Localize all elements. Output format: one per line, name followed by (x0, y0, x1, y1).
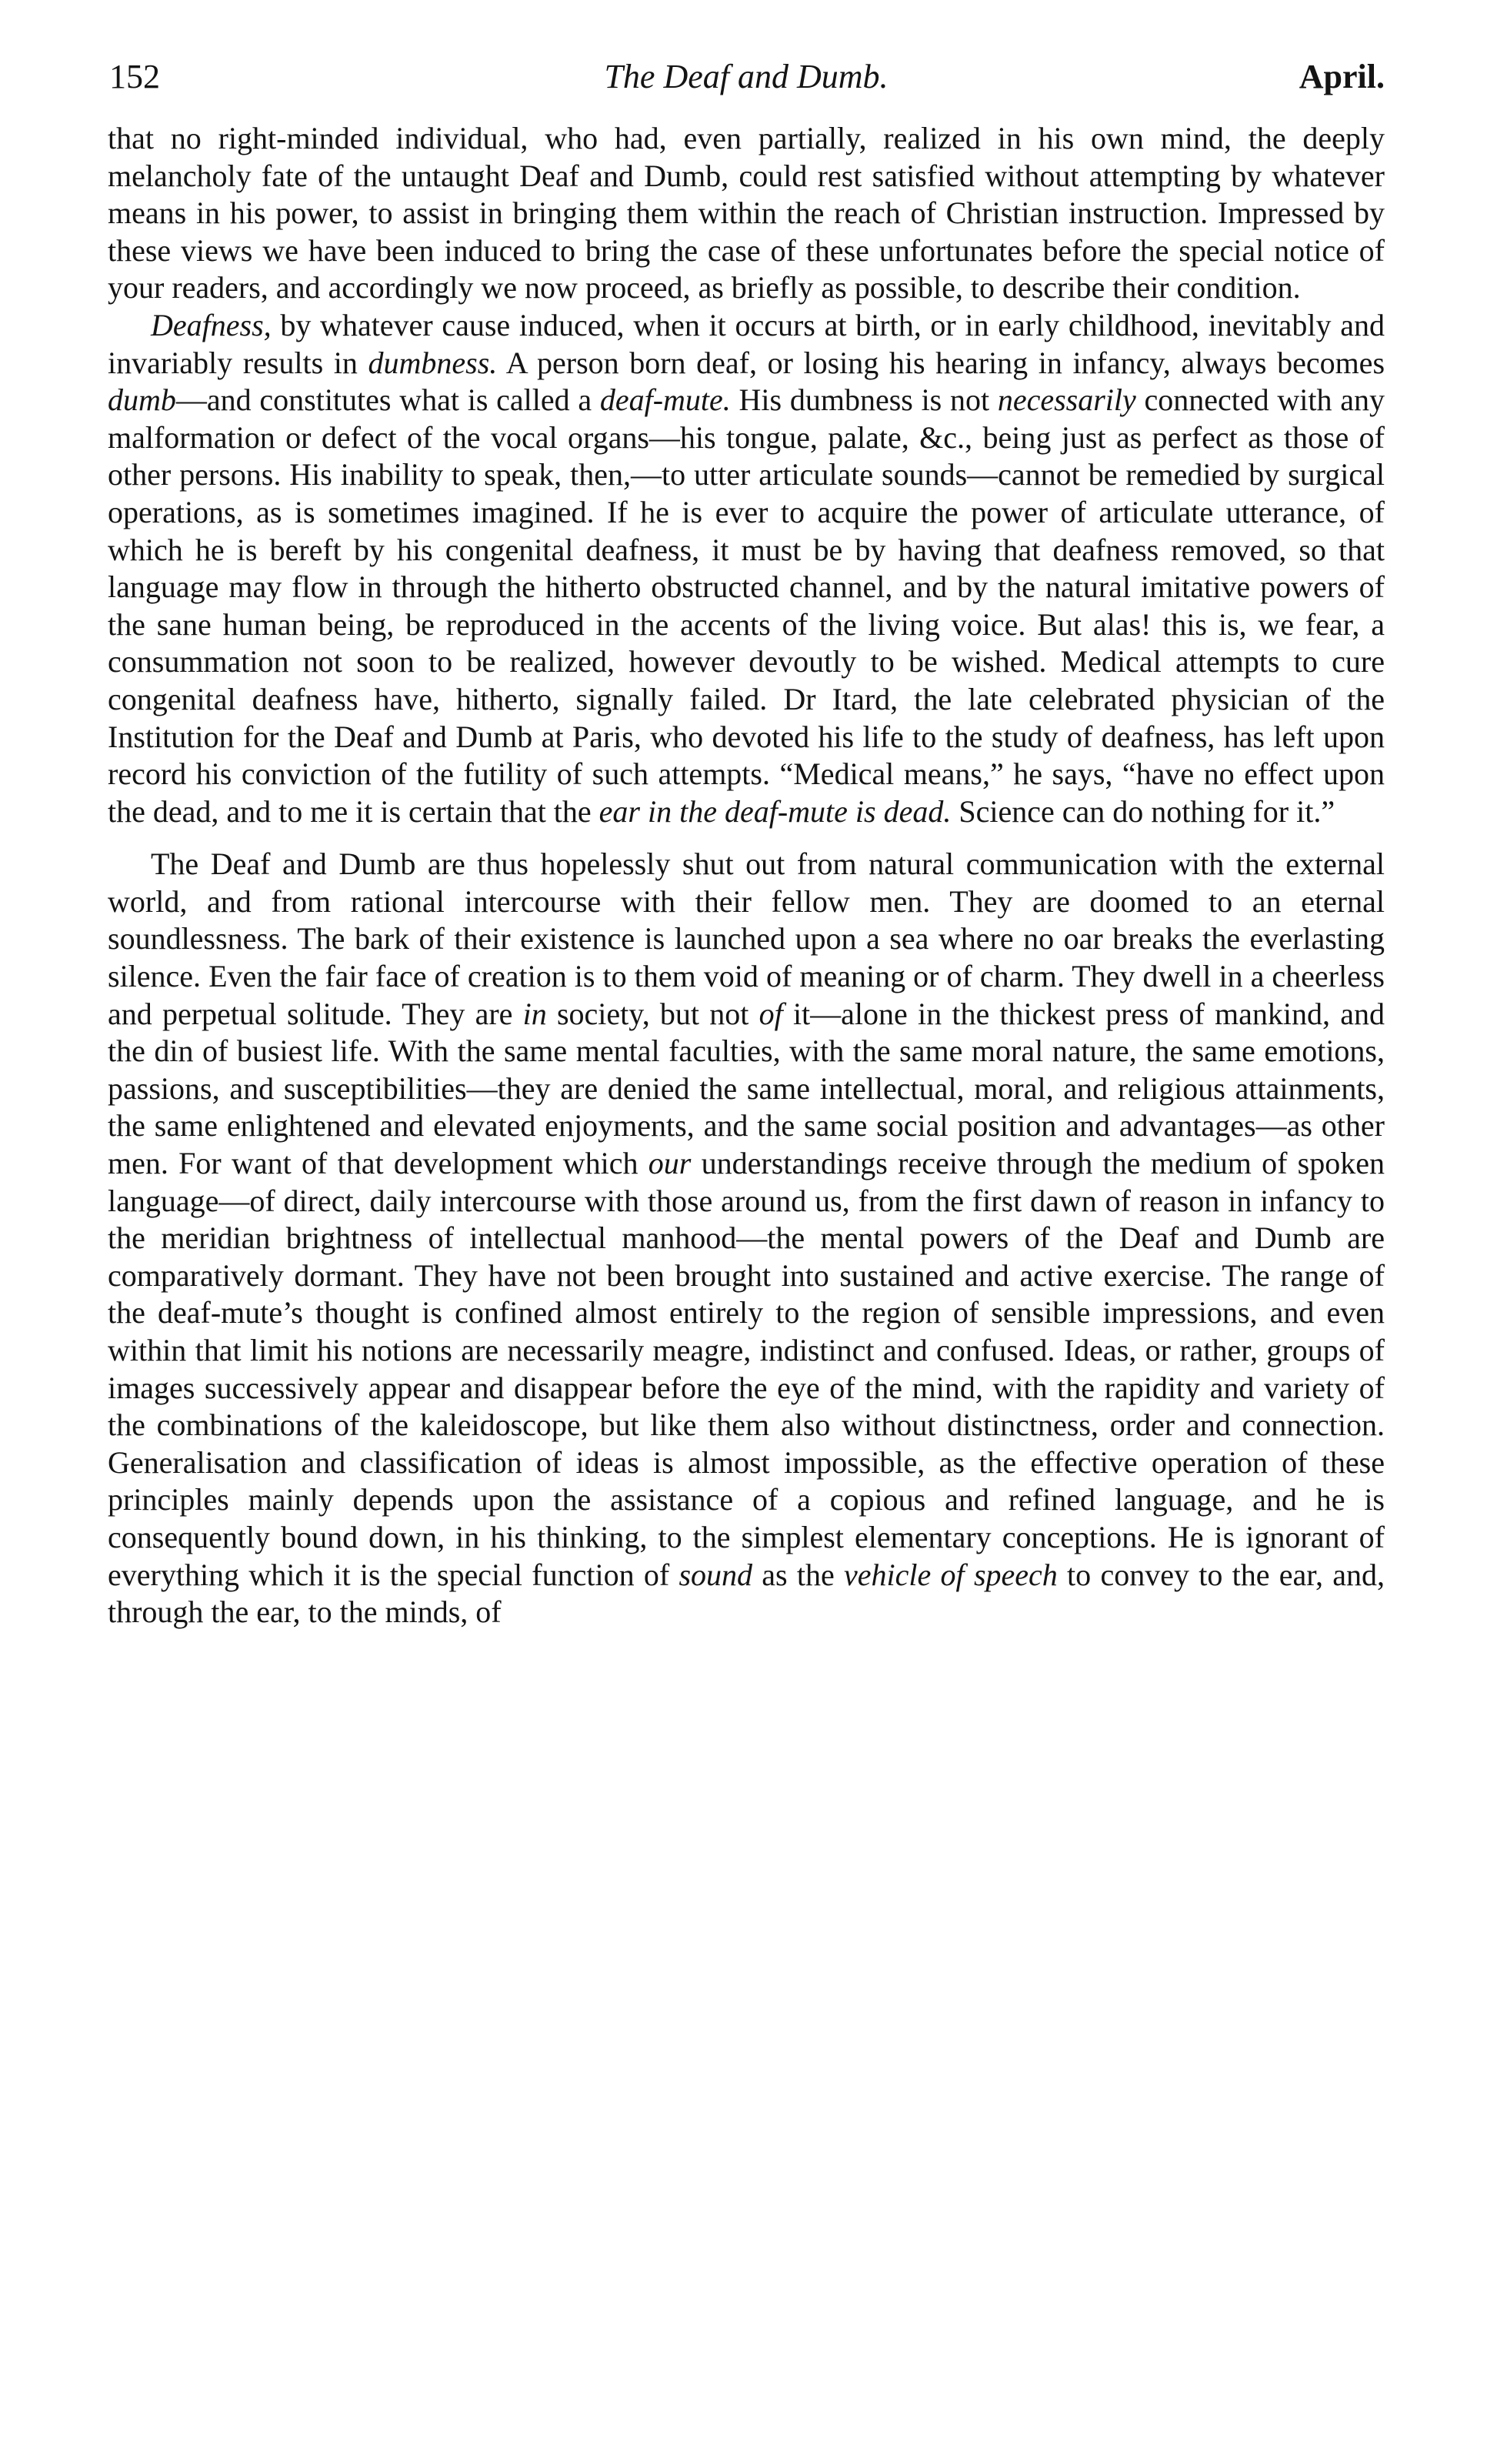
running-header (108, 45, 1385, 109)
running-month: April. (1299, 58, 1385, 95)
text-run: Science can do nothing for it.” (951, 793, 1335, 829)
italic-run: our (648, 1146, 692, 1181)
text-run: by whatever cause induced, when it occurs at birth, or in early childhood, inevitably and invariably results in (108, 307, 1385, 380)
italic-run: dumb (108, 382, 176, 418)
text-run: His dumbness is not (730, 382, 998, 418)
page (108, 45, 1385, 1631)
text-run: as the (752, 1557, 845, 1592)
italic-run: Deafness, (151, 307, 272, 342)
text-run: to convey to the ear, and, through the ear, to the minds, of (108, 1557, 1385, 1630)
paragraph-2 (108, 307, 1385, 830)
italic-run: deaf-mute. (599, 382, 731, 418)
italic-run: of (759, 996, 783, 1031)
text-run: A person born deaf, or losing his hearing in infancy, always becomes (497, 345, 1385, 380)
paragraph-1 (108, 120, 1385, 307)
italic-run: dumbness. (368, 345, 498, 380)
text-run: understandings receive through the medium of spoken language—of direct, daily intercourse with those around us, from the first dawn of reason in infancy to the meridian brightness of intellectual manhood—the mental powers of the Deaf and Dumb are comparatively dormant. They have not been brought into sustained and active exercise. The range of the deaf-mute’s thought is confined almost entirely to the region of sensible impressions, and even within that limit his notions are necessarily meagre, indistinct and confused. Ideas, or rather, groups of images successively appear and disappear before the eye of the mind, with the rapidity and variety of the combinations of the kaleidoscope, but like them also without distinctness, order and connection. Generalisation and classification of ideas is almost impossible, as the effective operation of these principles mainly depends upon the assistance of a copious and refined language, and he is consequently bound down, in his thinking, to the simplest elementary conceptions. He is ignorant of everything which it is the special function of (108, 1146, 1385, 1592)
italic-run: vehicle of speech (844, 1557, 1058, 1592)
italic-run: necessarily (997, 382, 1136, 418)
running-title: The Deaf and Dumb. (604, 58, 889, 95)
text-run: that no right-minded individual, who had, even partially, realized in his own mind, the deeply melancholy fate of the untaught Deaf and Dumb, could rest satisfied without attempting by whatever means in his power, to assist in bringing them within the reach of Christian instruction. Impressed by these views we have been induced to bring the case of these unfortunates before the special notice of your readers, and accordingly we now proceed, as briefly as possible, to describe their condition. (108, 121, 1385, 305)
text-run: connected with any malformation or defect of the vocal organs—his tongue, palate, &c., being just as perfect as those of other persons. His inability to speak, then,—to utter articulate sounds—cannot be remedied by surgical operations, as is sometimes imagined. If he is ever to acquire the power of articulate utterance, of which he is bereft by his congenital deafness, it must be by having that deafness removed, so that language may flow in through the hitherto obstructed channel, and by the natural imitative powers of the sane human being, be reproduced in the accents of the living voice. But alas! this is, we fear, a consummation not soon to be realized, however devoutly to be wished. Medical attempts to cure congenital deafness have, hitherto, signally failed. Dr Itard, the late celebrated physician of the Institution for the Deaf and Dumb at Paris, who devoted his life to the study of deafness, has left upon record his conviction of the futility of such attempts. “Medical means,” he says, “have no effect upon the dead, and to me it is certain that the (108, 382, 1385, 829)
italic-run: in (522, 996, 547, 1031)
page-number: 152 (109, 58, 160, 95)
italic-run: sound (678, 1557, 753, 1592)
text-run: The Deaf and Dumb are thus hopelessly shut out from natural communication with the external world, and from rational intercourse with their fellow men. They are doomed to an eternal soundlessness. The bark of their existence is launched upon a sea where no oar breaks the everlasting silence. Even the fair face of creation is to them void of meaning or of charm. They dwell in a cheerless and perpetual solitude. They are (108, 846, 1385, 1031)
text-run: society, but not (546, 996, 759, 1031)
paragraph-3 (108, 846, 1385, 1631)
text-run: it—alone in the thickest press of mankind, and the din of busiest life. With the same mental faculties, with the same moral nature, the same emotions, passions, and susceptibilities—they are denied the same intellectual, moral, and religious attainments, the same enlightened and elevated enjoyments, and the same social position and advantages—as other men. For want of that development which (108, 996, 1385, 1181)
italic-run: ear in the deaf-mute is dead. (598, 793, 952, 829)
text-run: —and constitutes what is called a (175, 382, 600, 418)
